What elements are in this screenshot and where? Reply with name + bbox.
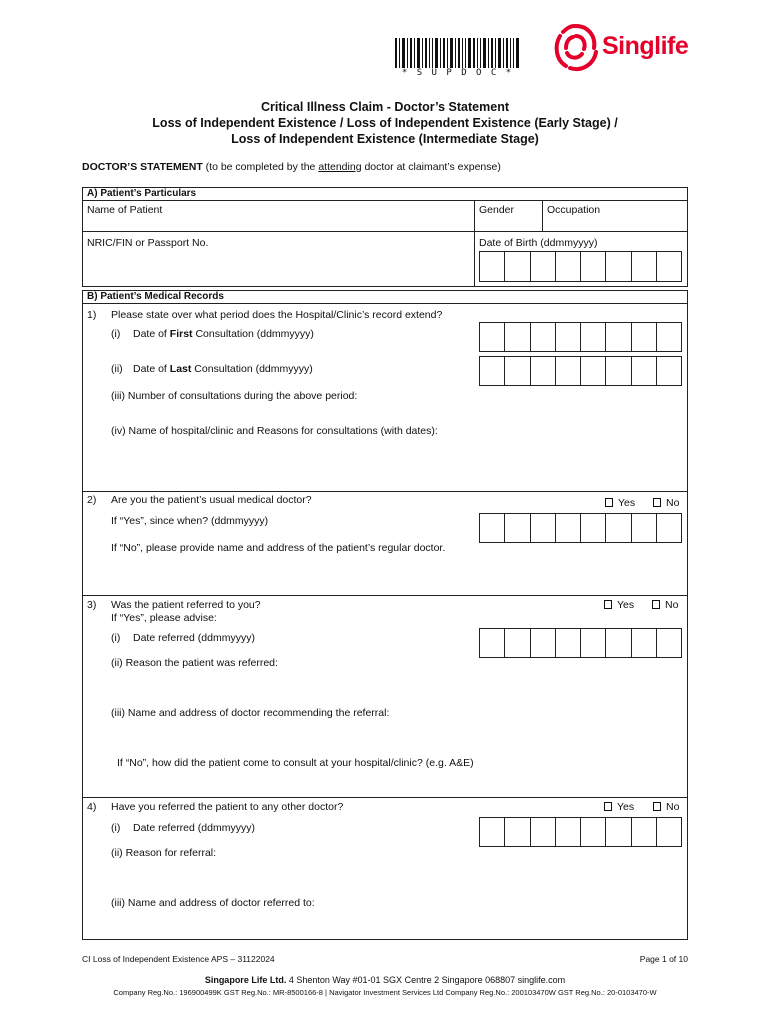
barcode-graphic (395, 38, 520, 68)
q2-if-no-text: If “No”, please provide name and address of the patient’s regular doctor. (111, 542, 446, 554)
last-consultation-date-boxes[interactable] (479, 356, 682, 386)
date-referred-boxes[interactable] (479, 628, 682, 658)
q1-i-pre: Date of (133, 328, 170, 340)
q3-if-no-text: If “No”, how did the patient come to consult at your hospital/clinic? (e.g. A&E) (117, 757, 474, 769)
singlife-logo (552, 22, 712, 74)
q1-iv-text: (iv) Name of hospital/clinic and Reasons for consultations (with dates): (111, 425, 438, 437)
footer-page-number: Page 1 of 10 (639, 954, 688, 964)
q4-yes-option[interactable] (604, 801, 634, 813)
q2-no-label: No (666, 497, 680, 509)
title-line-1: Critical Illness Claim - Doctor’s Statement (261, 100, 509, 114)
section-a-heading: A) Patient’s Particulars (87, 188, 197, 199)
q4-referral-reason-field[interactable] (111, 862, 681, 892)
q4-i-text: Date referred (ddmmyyyy) (133, 822, 255, 834)
consult-route-field[interactable] (111, 772, 681, 794)
q3-i-text: Date referred (ddmmyyyy) (133, 632, 255, 644)
q1-ii-pre: Date of (133, 363, 170, 375)
q1-i-number: (i) (111, 328, 121, 340)
hospital-reasons-field[interactable] (111, 442, 681, 488)
gender-field[interactable] (476, 218, 540, 230)
q3-yes-checkbox[interactable] (604, 600, 612, 609)
q1-ii-bold: Last (169, 363, 192, 375)
barcode (395, 38, 520, 68)
document-title (0, 99, 770, 147)
consultation-count-field[interactable] (370, 390, 680, 404)
patient-name-field[interactable] (84, 218, 472, 230)
footer-company-name: Singapore Life Ltd. (204, 975, 287, 985)
q2-yes-option[interactable] (605, 497, 635, 509)
dob-digit-boxes[interactable] (479, 251, 682, 282)
intro-pre: (to be completed by the (202, 161, 319, 173)
q3-yes-label: Yes (617, 599, 635, 611)
q4-no-checkbox[interactable] (653, 802, 661, 811)
footer-registration-line: Company Reg.No.: 196900499K GST Reg.No.: MR-8500166-8 | Navigator Investment Services Ltd Company Reg.No.: 200103470W GST Reg.No.: 20-0103470-W (113, 988, 657, 997)
q1-iii-text: (iii) Number of consultations during the above period: (111, 390, 358, 402)
barcode-text: * S U P D O C * (401, 68, 514, 78)
referral-reason-field[interactable] (111, 672, 681, 702)
q1-ii-post: Consultation (ddmmyyyy) (191, 363, 313, 375)
footer-company-line (0, 975, 770, 985)
q1-i-post: Consultation (ddmmyyyy) (192, 328, 314, 340)
gender-label: Gender (479, 204, 515, 216)
q3-iii-text: (iii) Name and address of doctor recommending the referral: (111, 707, 390, 719)
q2-yes-checkbox[interactable] (605, 498, 613, 507)
intro-underlined: attending (318, 161, 362, 173)
q2-no-option[interactable] (653, 497, 679, 509)
q4-no-option[interactable] (653, 801, 679, 813)
q2-no-checkbox[interactable] (653, 498, 661, 507)
q2-number: 2) (87, 494, 97, 506)
q3-number: 3) (87, 599, 97, 611)
q1-ii-number: (ii) (111, 363, 123, 375)
q3-no-checkbox[interactable] (652, 600, 660, 609)
intro-line (82, 161, 501, 173)
logo-text: Singlife (602, 32, 689, 60)
referring-doctor-field[interactable] (111, 722, 681, 752)
q4-yes-label: Yes (617, 801, 635, 813)
q1-number: 1) (87, 309, 97, 321)
title-line-2: Loss of Independent Existence / Loss of Independent Existence (Early Stage) / (152, 116, 618, 130)
occupation-field[interactable] (544, 218, 686, 230)
q3-i-number: (i) (111, 632, 121, 644)
q4-number: 4) (87, 801, 97, 813)
usual-doctor-since-date-boxes[interactable] (479, 513, 682, 543)
regular-doctor-field[interactable] (111, 558, 681, 592)
first-consultation-date-boxes[interactable] (479, 322, 682, 352)
singlife-swirl-icon (552, 22, 600, 74)
q4-date-referred-boxes[interactable] (479, 817, 682, 847)
nric-label: NRIC/FIN or Passport No. (87, 237, 209, 249)
q4-referred-doctor-field[interactable] (111, 912, 681, 936)
patient-name-label: Name of Patient (87, 204, 163, 216)
q4-yes-checkbox[interactable] (604, 802, 612, 811)
q3-no-option[interactable] (652, 599, 678, 611)
q4-no-label: No (666, 801, 680, 813)
q3-text: Was the patient referred to you? (111, 599, 261, 611)
q3-yes-option[interactable] (604, 599, 634, 611)
q3-sub-text: If “Yes”, please advise: (111, 612, 217, 624)
q2-yes-label: Yes (618, 497, 636, 509)
q4-iii-text: (iii) Name and address of doctor referred to: (111, 897, 315, 909)
q1-ii-text (133, 363, 313, 375)
q1-text: Please state over what period does the Hospital/Clinic’s record extend? (111, 309, 443, 321)
q2-if-yes-text: If “Yes”, since when? (ddmmyyyy) (111, 515, 269, 527)
occupation-label: Occupation (547, 204, 601, 216)
title-line-3: Loss of Independent Existence (Intermediate Stage) (231, 132, 539, 146)
nric-field[interactable] (84, 252, 472, 284)
intro-post: doctor at claimant’s expense) (361, 161, 501, 173)
section-b-heading: B) Patient’s Medical Records (87, 291, 224, 302)
dob-label: Date of Birth (ddmmyyyy) (479, 237, 598, 249)
footer-company-address: 4 Shenton Way #01-01 SGX Centre 2 Singapore 068807 singlife.com (286, 975, 566, 985)
q1-i-bold: First (169, 328, 193, 340)
q1-i-text (133, 328, 314, 340)
q3-no-label: No (665, 599, 679, 611)
intro-bold: DOCTOR’S STATEMENT (82, 161, 203, 173)
footer-form-code: CI Loss of Independent Existence APS – 31122024 (82, 954, 275, 964)
q2-text: Are you the patient’s usual medical doctor? (111, 494, 312, 506)
q4-i-number: (i) (111, 822, 121, 834)
q4-text: Have you referred the patient to any other doctor? (111, 801, 344, 813)
q3-ii-text: (ii) Reason the patient was referred: (111, 657, 278, 669)
q4-ii-text: (ii) Reason for referral: (111, 847, 217, 859)
